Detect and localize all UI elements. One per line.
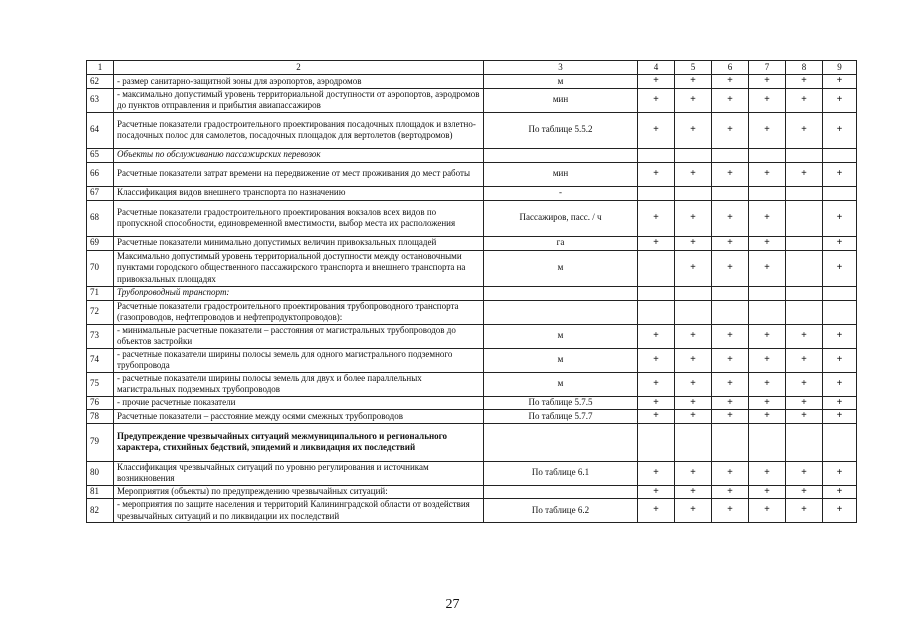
applicability-mark-cell: + (638, 396, 675, 410)
applicability-mark-cell: + (823, 162, 857, 186)
applicability-mark-cell: + (786, 88, 823, 112)
row-number-cell: 82 (87, 499, 114, 523)
applicability-mark-cell: + (675, 485, 712, 499)
applicability-mark-cell (786, 423, 823, 461)
applicability-mark-cell: + (675, 75, 712, 89)
applicability-mark-cell (749, 148, 786, 162)
applicability-mark-cell: + (712, 461, 749, 485)
applicability-mark-cell: + (675, 200, 712, 236)
row-number-cell: 70 (87, 250, 114, 286)
table-row (87, 485, 857, 499)
applicability-mark-cell (638, 300, 675, 324)
table-row (87, 423, 857, 461)
indicator-text-cell: - расчетные показатели ширины полосы земель для одного магистрального подземного трубопровода (114, 348, 484, 372)
unit-cell: м (484, 324, 638, 348)
applicability-mark-cell (712, 148, 749, 162)
header-cell: 2 (114, 61, 484, 75)
unit-cell: - (484, 186, 638, 200)
applicability-mark-cell (749, 300, 786, 324)
applicability-mark-cell: + (712, 499, 749, 523)
applicability-mark-cell: + (675, 410, 712, 424)
unit-cell (484, 485, 638, 499)
indicator-text-cell: Объекты по обслуживанию пассажирских перевозок (114, 148, 484, 162)
applicability-mark-cell (675, 286, 712, 300)
applicability-mark-cell: + (638, 200, 675, 236)
applicability-mark-cell (786, 250, 823, 286)
unit-cell (484, 286, 638, 300)
header-cell: 5 (675, 61, 712, 75)
applicability-mark-cell: + (823, 396, 857, 410)
table-row (87, 499, 857, 523)
applicability-mark-cell: + (823, 324, 857, 348)
applicability-mark-cell: + (749, 75, 786, 89)
indicator-text-cell: - минимальные расчетные показатели – расстояния от магистральных трубопроводов до объектов застройки (114, 324, 484, 348)
applicability-mark-cell: + (675, 461, 712, 485)
row-number-cell: 64 (87, 112, 114, 148)
unit-cell (484, 148, 638, 162)
applicability-mark-cell: + (749, 112, 786, 148)
applicability-mark-cell (712, 186, 749, 200)
applicability-mark-cell: + (786, 499, 823, 523)
applicability-mark-cell: + (749, 162, 786, 186)
unit-cell: По таблице 5.7.7 (484, 410, 638, 424)
applicability-mark-cell: + (675, 324, 712, 348)
applicability-mark-cell: + (638, 75, 675, 89)
applicability-mark-cell: + (638, 236, 675, 250)
row-number-cell: 76 (87, 396, 114, 410)
applicability-mark-cell (675, 148, 712, 162)
row-number-cell: 78 (87, 410, 114, 424)
applicability-mark-cell: + (749, 200, 786, 236)
indicator-text-cell: - максимально допустимый уровень территориальной доступности от аэропортов, аэродромов до пунктов отправления и прибытия авиапассажиров (114, 88, 484, 112)
applicability-mark-cell: + (638, 499, 675, 523)
unit-cell: м (484, 372, 638, 396)
header-cell: 3 (484, 61, 638, 75)
applicability-mark-cell: + (712, 485, 749, 499)
row-number-cell: 63 (87, 88, 114, 112)
table-row (87, 324, 857, 348)
table-row (87, 112, 857, 148)
applicability-mark-cell: + (712, 250, 749, 286)
applicability-mark-cell: + (749, 499, 786, 523)
table-row (87, 300, 857, 324)
applicability-mark-cell: + (823, 499, 857, 523)
table-row (87, 148, 857, 162)
indicator-text-cell: Расчетные показатели затрат времени на передвижение от мест проживания до мест работы (114, 162, 484, 186)
applicability-mark-cell: + (823, 88, 857, 112)
applicability-mark-cell: + (712, 236, 749, 250)
table-row (87, 200, 857, 236)
applicability-mark-cell (712, 423, 749, 461)
applicability-mark-cell: + (749, 396, 786, 410)
applicability-mark-cell (786, 236, 823, 250)
table-header-row (87, 61, 857, 75)
row-number-cell: 67 (87, 186, 114, 200)
applicability-mark-cell: + (675, 250, 712, 286)
applicability-mark-cell (823, 423, 857, 461)
indicator-text-cell: - прочие расчетные показатели (114, 396, 484, 410)
unit-cell: м (484, 75, 638, 89)
applicability-mark-cell: + (675, 88, 712, 112)
table-row (87, 250, 857, 286)
applicability-mark-cell: + (823, 461, 857, 485)
row-number-cell: 73 (87, 324, 114, 348)
row-number-cell: 72 (87, 300, 114, 324)
applicability-mark-cell: + (749, 410, 786, 424)
table-row (87, 162, 857, 186)
applicability-mark-cell: + (786, 162, 823, 186)
applicability-mark-cell: + (823, 410, 857, 424)
row-number-cell: 66 (87, 162, 114, 186)
applicability-mark-cell: + (749, 236, 786, 250)
applicability-mark-cell (786, 148, 823, 162)
applicability-mark-cell: + (638, 410, 675, 424)
applicability-mark-cell: + (638, 485, 675, 499)
applicability-mark-cell (786, 286, 823, 300)
applicability-mark-cell: + (749, 372, 786, 396)
row-number-cell: 80 (87, 461, 114, 485)
applicability-mark-cell: + (749, 88, 786, 112)
applicability-mark-cell (712, 286, 749, 300)
applicability-mark-cell: + (675, 348, 712, 372)
table-row (87, 236, 857, 250)
unit-cell: мин (484, 162, 638, 186)
indicator-text-cell: Расчетные показатели градостроительного проектирования трубопроводного транспорта (газопроводов, нефтепроводов и нефтепродуктопроводов): (114, 300, 484, 324)
applicability-mark-cell (638, 286, 675, 300)
applicability-mark-cell: + (712, 348, 749, 372)
indicator-text-cell: Классификация видов внешнего транспорта по назначению (114, 186, 484, 200)
applicability-mark-cell: + (675, 372, 712, 396)
unit-cell (484, 423, 638, 461)
applicability-mark-cell: + (638, 324, 675, 348)
applicability-mark-cell (675, 186, 712, 200)
unit-cell: га (484, 236, 638, 250)
header-cell: 4 (638, 61, 675, 75)
applicability-mark-cell: + (823, 112, 857, 148)
applicability-mark-cell: + (638, 372, 675, 396)
indicator-text-cell: Классификация чрезвычайных ситуаций по уровню регулирования и источникам возникновения (114, 461, 484, 485)
applicability-mark-cell (823, 148, 857, 162)
indicator-text-cell: - размер санитарно-защитной зоны для аэропортов, аэродромов (114, 75, 484, 89)
applicability-mark-cell: + (675, 112, 712, 148)
applicability-mark-cell: + (749, 348, 786, 372)
indicator-text-cell: Расчетные показатели градостроительного проектирования посадочных площадок и взлетно-посадочных полос для самолетов, посадочных площадок для вертолетов (вертодромов) (114, 112, 484, 148)
indicator-text-cell: Предупреждение чрезвычайных ситуаций межмуниципального и регионального характера, стихийных бедствий, эпидемий и ликвидация их последствий (114, 423, 484, 461)
applicability-mark-cell: + (786, 461, 823, 485)
applicability-mark-cell: + (712, 75, 749, 89)
indicator-text-cell: Максимально допустимый уровень территориальной доступности между остановочными пунктами городского общественного пассажирского транспорта и внешнего транспорта на привокзальных площадях (114, 250, 484, 286)
applicability-mark-cell: + (786, 75, 823, 89)
indicator-text-cell: - расчетные показатели ширины полосы земель для двух и более параллельных магистральных подземных трубопроводов (114, 372, 484, 396)
applicability-mark-cell (712, 300, 749, 324)
table-row (87, 286, 857, 300)
indicator-text-cell: Трубопроводный транспорт: (114, 286, 484, 300)
applicability-mark-cell (749, 423, 786, 461)
applicability-mark-cell (823, 286, 857, 300)
applicability-mark-cell: + (675, 236, 712, 250)
unit-cell: м (484, 348, 638, 372)
applicability-mark-cell: + (712, 372, 749, 396)
row-number-cell: 62 (87, 75, 114, 89)
applicability-mark-cell: + (823, 485, 857, 499)
indicator-text-cell: Расчетные показатели градостроительного проектирования вокзалов всех видов по пропускной способности, единовременной вместимости, выбор места их расположения (114, 200, 484, 236)
applicability-mark-cell (749, 186, 786, 200)
applicability-mark-cell: + (749, 461, 786, 485)
indicator-text-cell: Мероприятия (объекты) по предупреждению чрезвычайных ситуаций: (114, 485, 484, 499)
applicability-mark-cell: + (786, 348, 823, 372)
applicability-mark-cell (823, 186, 857, 200)
applicability-mark-cell: + (638, 88, 675, 112)
applicability-mark-cell: + (786, 485, 823, 499)
applicability-mark-cell: + (823, 250, 857, 286)
applicability-mark-cell: + (823, 236, 857, 250)
header-cell: 6 (712, 61, 749, 75)
applicability-mark-cell: + (712, 396, 749, 410)
unit-cell: По таблице 5.5.2 (484, 112, 638, 148)
applicability-mark-cell: + (823, 75, 857, 89)
applicability-mark-cell: + (786, 410, 823, 424)
applicability-mark-cell: + (786, 372, 823, 396)
applicability-mark-cell: + (749, 485, 786, 499)
row-number-cell: 68 (87, 200, 114, 236)
row-number-cell: 75 (87, 372, 114, 396)
applicability-mark-cell (675, 423, 712, 461)
row-number-cell: 81 (87, 485, 114, 499)
row-number-cell: 71 (87, 286, 114, 300)
row-number-cell: 65 (87, 148, 114, 162)
table-row (87, 75, 857, 89)
applicability-mark-cell: + (712, 324, 749, 348)
unit-cell: По таблице 6.1 (484, 461, 638, 485)
table-row (87, 186, 857, 200)
applicability-mark-cell (638, 186, 675, 200)
applicability-mark-cell: + (823, 348, 857, 372)
header-cell: 1 (87, 61, 114, 75)
row-number-cell: 69 (87, 236, 114, 250)
applicability-mark-cell (823, 300, 857, 324)
indicator-text-cell: - мероприятия по защите населения и территорий Калининградской области от воздействия чрезвычайных ситуаций и по ликвидации их последствий (114, 499, 484, 523)
unit-cell: мин (484, 88, 638, 112)
applicability-mark-cell: + (823, 372, 857, 396)
header-cell: 7 (749, 61, 786, 75)
applicability-mark-cell: + (786, 396, 823, 410)
unit-cell: По таблице 5.7.5 (484, 396, 638, 410)
applicability-mark-cell (638, 250, 675, 286)
indicator-text-cell: Расчетные показатели минимально допустимых величин привокзальных площадей (114, 236, 484, 250)
table-row (87, 348, 857, 372)
indicator-text-cell: Расчетные показатели – расстояние между осями смежных трубопроводов (114, 410, 484, 424)
table-row (87, 372, 857, 396)
applicability-mark-cell: + (638, 348, 675, 372)
applicability-mark-cell (675, 300, 712, 324)
table-row (87, 396, 857, 410)
applicability-mark-cell: + (712, 200, 749, 236)
applicability-mark-cell: + (675, 396, 712, 410)
applicability-mark-cell: + (675, 499, 712, 523)
applicability-mark-cell: + (638, 112, 675, 148)
applicability-mark-cell: + (638, 461, 675, 485)
applicability-mark-cell (786, 200, 823, 236)
applicability-mark-cell: + (786, 112, 823, 148)
applicability-mark-cell: + (749, 250, 786, 286)
applicability-mark-cell: + (823, 200, 857, 236)
applicability-mark-cell: + (712, 88, 749, 112)
applicability-mark-cell: + (712, 162, 749, 186)
unit-cell: По таблице 6.2 (484, 499, 638, 523)
table-row (87, 410, 857, 424)
table-row (87, 88, 857, 112)
applicability-mark-cell: + (712, 112, 749, 148)
applicability-mark-cell (749, 286, 786, 300)
applicability-mark-cell: + (675, 162, 712, 186)
unit-cell: м (484, 250, 638, 286)
applicability-mark-cell: + (786, 324, 823, 348)
header-cell: 9 (823, 61, 857, 75)
applicability-mark-cell: + (749, 324, 786, 348)
applicability-mark-cell (786, 186, 823, 200)
applicability-mark-cell (638, 148, 675, 162)
unit-cell (484, 300, 638, 324)
header-cell: 8 (786, 61, 823, 75)
unit-cell: Пассажиров, пасс. / ч (484, 200, 638, 236)
row-number-cell: 79 (87, 423, 114, 461)
applicability-mark-cell (638, 423, 675, 461)
indicators-table (86, 60, 857, 523)
applicability-mark-cell (786, 300, 823, 324)
table-row (87, 461, 857, 485)
applicability-mark-cell: + (638, 162, 675, 186)
page-number: 27 (445, 597, 460, 612)
applicability-mark-cell: + (712, 410, 749, 424)
row-number-cell: 74 (87, 348, 114, 372)
